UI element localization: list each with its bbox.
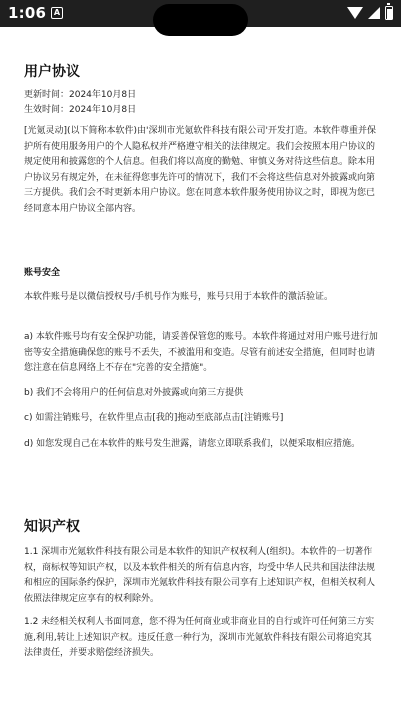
battery-icon xyxy=(385,6,393,20)
account-intro: 本软件账号是以微信授权号/手机号作为账号，账号只用于本软件的激活验证。 xyxy=(24,292,334,302)
scrollbar[interactable] xyxy=(396,30,399,710)
signal-icon xyxy=(368,7,380,19)
intro-paragraph: [光氪灵动](以下简称本软件)由'深圳市光氪软件科技有限公司'开发打造。本软件尊重并保护所有使用服务用户的个人隐私权并严格遵守相关的法律规定。我们会按照本用户协议的规定使用和披露您的个人信息。但我们将以高度的勤勉、审慎义务对待这些信息。除本用户协议另有规定外，在未征得您事先许可的情况下，我们不会将这些信息对外披露或向第三方提供。我们会不时更新本用户协议。您在同意本软件服务使用协议之时，即视为您已经同意本用户协议全部内容。 xyxy=(24,126,376,214)
page-title: 用户协议 xyxy=(24,64,80,80)
account-item-b: b) 我们不会将用户的任何信息对外披露或向第三方提供 xyxy=(24,388,244,398)
ip-clause-1-1: 1.1 深圳市光氪软件科技有限公司是本软件的知识产权权利人(组织)。本软件的一切著作权，商标权等知识产权，以及本软件相关的所有信息内容，均受中华人民共和国法律法规和相应的国际条约保护，深圳市光氪软件科技有限公司享有上述知识产权，但相关权利人依照法律规定应享有的权利除外。 xyxy=(24,547,376,604)
account-item-d: d) 如您发现自己在本软件的账号发生泄露，请您立即联系我们，以便采取相应措施。 xyxy=(24,439,361,449)
camera-cutout xyxy=(153,4,248,36)
section-title-account: 账号安全 xyxy=(24,268,61,278)
updated-date: 更新时间：2024年10月8日 xyxy=(24,90,137,100)
section-title-ip: 知识产权 xyxy=(24,519,80,535)
wifi-icon xyxy=(347,7,363,19)
account-item-c: c) 如需注销账号，在软件里点击[我的]拖动至底部点击[注销账号] xyxy=(24,413,284,423)
notification-app-icon: A xyxy=(51,7,63,19)
effective-date: 生效时间：2024年10月8日 xyxy=(24,105,137,115)
account-item-a: a) 本软件账号均有安全保护功能，请妥善保管您的账号。本软件将通过对用户账号进行加密等安全措施确保您的账号不丢失，不被滥用和变造。尽管有前述安全措施，但同时也请您注意在信息网络上不存在"完善的安全措施"。 xyxy=(24,332,378,373)
status-time: 1:06 xyxy=(8,4,47,22)
status-indicators xyxy=(347,5,393,21)
ip-clause-1-2: 1.2 未经相关权利人书面同意，您不得为任何商业或非商业目的自行或许可任何第三方实施,利用,转让上述知识产权。违反任意一种行为，深圳市光氪软件科技有限公司将追究其法律责任，并要求赔偿经济损失。 xyxy=(24,617,375,658)
